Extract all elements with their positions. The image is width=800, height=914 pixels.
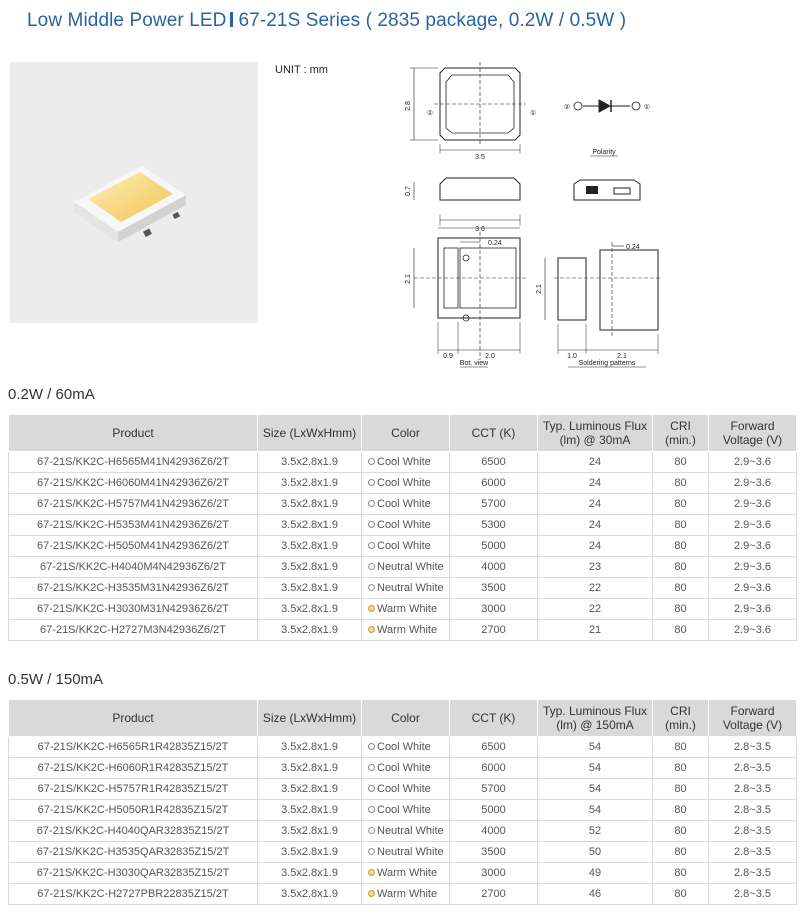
col-product: Product	[9, 415, 258, 452]
color-swatch-icon	[368, 542, 375, 549]
cell-color	[362, 737, 450, 758]
cell-cri: 80	[653, 779, 709, 800]
cell-product: 67-21S/KK2C-H5353M41N42936Z6/2T	[9, 515, 258, 536]
cell-flux: 49	[538, 863, 653, 884]
color-label: Cool White	[377, 498, 431, 510]
cell-flux: 54	[538, 800, 653, 821]
cell-cri: 80	[653, 473, 709, 494]
color-label: Cool White	[377, 783, 431, 795]
cell-cri: 80	[653, 821, 709, 842]
table-row	[9, 494, 797, 515]
cell-vf: 2.8~3.5	[709, 821, 797, 842]
cell-flux: 24	[538, 494, 653, 515]
cell-size: 3.5x2.8x1.9	[258, 536, 362, 557]
color-label: Cool White	[377, 762, 431, 774]
cell-color	[362, 620, 450, 641]
cell-size: 3.5x2.8x1.9	[258, 557, 362, 578]
cell-cct: 5000	[450, 536, 538, 557]
cell-cct: 6000	[450, 473, 538, 494]
cell-color	[362, 599, 450, 620]
cell-size: 3.5x2.8x1.9	[258, 473, 362, 494]
cell-product: 67-21S/KK2C-H3535QAR32835Z15/2T	[9, 842, 258, 863]
col-flux: Typ. Luminous Flux (lm) @ 30mA	[538, 415, 653, 452]
cell-color	[362, 779, 450, 800]
cell-cct: 3000	[450, 863, 538, 884]
pin2-top-label: ②	[426, 110, 434, 117]
color-swatch-icon	[368, 785, 375, 792]
cell-vf: 2.9~3.6	[709, 599, 797, 620]
color-label: Warm White	[377, 867, 438, 879]
cell-product: 67-21S/KK2C-H2727M3N42936Z6/2T	[9, 620, 258, 641]
cell-vf: 2.8~3.5	[709, 737, 797, 758]
color-swatch-icon	[368, 827, 375, 834]
cell-product: 67-21S/KK2C-H2727PBR22835Z15/2T	[9, 884, 258, 905]
table-row	[9, 863, 797, 884]
cell-product: 67-21S/KK2C-H6565M41N42936Z6/2T	[9, 452, 258, 473]
solder-pad-small	[558, 258, 586, 320]
color-label: Cool White	[377, 519, 431, 531]
cell-size: 3.5x2.8x1.9	[258, 821, 362, 842]
section-heading-0-2w: 0.2W / 60mA	[8, 386, 95, 403]
pin2-label: ②	[563, 104, 571, 111]
cell-cct: 4000	[450, 557, 538, 578]
cell-vf: 2.9~3.6	[709, 578, 797, 599]
color-label: Neutral White	[377, 846, 444, 858]
table-row	[9, 737, 797, 758]
cell-size: 3.5x2.8x1.9	[258, 452, 362, 473]
color-swatch-icon	[368, 806, 375, 813]
color-swatch-icon	[368, 743, 375, 750]
dim-2-1-bottom: 2.1	[405, 274, 412, 284]
cell-cct: 2700	[450, 620, 538, 641]
table-row	[9, 842, 797, 863]
cell-cct: 4000	[450, 821, 538, 842]
spec-table-0-2w	[8, 414, 797, 641]
cell-vf: 2.9~3.6	[709, 557, 797, 578]
cell-cct: 3000	[450, 599, 538, 620]
cell-flux: 24	[538, 536, 653, 557]
cell-flux: 24	[538, 515, 653, 536]
cell-cri: 80	[653, 452, 709, 473]
cell-cct: 6000	[450, 758, 538, 779]
color-swatch-icon	[368, 563, 375, 570]
table-row	[9, 884, 797, 905]
cell-product: 67-21S/KK2C-H5050M41N42936Z6/2T	[9, 536, 258, 557]
table-row	[9, 821, 797, 842]
cell-vf: 2.8~3.5	[709, 884, 797, 905]
cell-color	[362, 515, 450, 536]
cell-vf: 2.9~3.6	[709, 494, 797, 515]
dim-0-7: 0.7	[405, 186, 412, 196]
color-label: Cool White	[377, 540, 431, 552]
bottom-view-label: Bot. view	[459, 360, 489, 367]
cell-color	[362, 884, 450, 905]
table-row	[9, 800, 797, 821]
cell-cct: 6500	[450, 452, 538, 473]
cell-size: 3.5x2.8x1.9	[258, 800, 362, 821]
cell-product: 67-21S/KK2C-H4040QAR32835Z15/2T	[9, 821, 258, 842]
table-row	[9, 452, 797, 473]
cell-product: 67-21S/KK2C-H5757M41N42936Z6/2T	[9, 494, 258, 515]
cell-color	[362, 536, 450, 557]
dim-2-1-solder: 2.1	[617, 353, 627, 360]
dim-0-9: 0.9	[443, 353, 453, 360]
cell-color	[362, 842, 450, 863]
cell-size: 3.5x2.8x1.9	[258, 599, 362, 620]
cell-color	[362, 863, 450, 884]
dim-3-5: 3.5	[475, 154, 485, 161]
cell-vf: 2.9~3.6	[709, 452, 797, 473]
dimension-drawing	[400, 60, 690, 380]
cell-cri: 80	[653, 578, 709, 599]
cell-cct: 2700	[450, 884, 538, 905]
cell-cri: 80	[653, 842, 709, 863]
cell-size: 3.5x2.8x1.9	[258, 494, 362, 515]
color-label: Neutral White	[377, 561, 444, 573]
cell-cri: 80	[653, 599, 709, 620]
cell-color	[362, 557, 450, 578]
unit-label: UNIT : mm	[275, 64, 328, 76]
cell-flux: 54	[538, 758, 653, 779]
table-row	[9, 779, 797, 800]
solder-pad-large	[600, 250, 658, 330]
cell-flux: 54	[538, 737, 653, 758]
cell-cct: 6500	[450, 737, 538, 758]
cell-cri: 80	[653, 557, 709, 578]
color-label: Warm White	[377, 624, 438, 636]
cell-flux: 22	[538, 578, 653, 599]
cell-cri: 80	[653, 494, 709, 515]
table-row	[9, 473, 797, 494]
color-swatch-icon	[368, 458, 375, 465]
cell-flux: 23	[538, 557, 653, 578]
cell-cri: 80	[653, 620, 709, 641]
cell-cct: 5700	[450, 779, 538, 800]
table-row	[9, 557, 797, 578]
cell-cct: 3500	[450, 842, 538, 863]
cell-product: 67-21S/KK2C-H3535M31N42936Z6/2T	[9, 578, 258, 599]
color-label: Cool White	[377, 477, 431, 489]
color-swatch-icon	[368, 869, 375, 876]
cell-size: 3.5x2.8x1.9	[258, 620, 362, 641]
cell-vf: 2.8~3.5	[709, 758, 797, 779]
cell-cct: 5300	[450, 515, 538, 536]
color-swatch-icon	[368, 500, 375, 507]
cell-product: 67-21S/KK2C-H3030M31N42936Z6/2T	[9, 599, 258, 620]
col-cri: CRI (min.)	[653, 415, 709, 452]
cell-flux: 50	[538, 842, 653, 863]
color-swatch-icon	[368, 521, 375, 528]
cell-color	[362, 578, 450, 599]
dim-0-24-bottom: 0.24	[488, 240, 502, 247]
cell-cct: 3500	[450, 578, 538, 599]
cell-size: 3.5x2.8x1.9	[258, 515, 362, 536]
title-series-name: Low Middle Power LED	[27, 10, 227, 31]
dim-3-6: 3.6	[475, 226, 485, 233]
cell-color	[362, 452, 450, 473]
col-vf: Forward Voltage (V)	[709, 415, 797, 452]
color-label: Neutral White	[377, 582, 444, 594]
cell-cct: 5000	[450, 800, 538, 821]
section-heading-0-5w: 0.5W / 150mA	[8, 671, 104, 688]
color-label: Warm White	[377, 603, 438, 615]
cell-size: 3.5x2.8x1.9	[258, 884, 362, 905]
dim-2-0: 2.0	[485, 353, 495, 360]
color-swatch-icon	[368, 848, 375, 855]
color-swatch-icon	[368, 890, 375, 897]
cell-vf: 2.8~3.5	[709, 863, 797, 884]
col-size: Size (LxWxHmm)	[258, 415, 362, 452]
color-swatch-icon	[368, 584, 375, 591]
cell-flux: 21	[538, 620, 653, 641]
cell-product: 67-21S/KK2C-H5757R1R42835Z15/2T	[9, 779, 258, 800]
cell-cri: 80	[653, 737, 709, 758]
col-size: Size (LxWxHmm)	[258, 700, 362, 737]
cell-size: 3.5x2.8x1.9	[258, 758, 362, 779]
soldering-pattern-label: Soldering patterns	[578, 360, 636, 367]
cell-vf: 2.9~3.6	[709, 515, 797, 536]
cell-flux: 22	[538, 599, 653, 620]
cell-size: 3.5x2.8x1.9	[258, 737, 362, 758]
cell-size: 3.5x2.8x1.9	[258, 863, 362, 884]
dim-0-24-solder: 0.24	[626, 244, 640, 251]
cell-size: 3.5x2.8x1.9	[258, 578, 362, 599]
table-row	[9, 578, 797, 599]
cell-vf: 2.8~3.5	[709, 800, 797, 821]
cell-cri: 80	[653, 884, 709, 905]
led-package-image	[10, 62, 258, 323]
cell-product: 67-21S/KK2C-H5050R1R42835Z15/2T	[9, 800, 258, 821]
col-cct: CCT (K)	[450, 700, 538, 737]
col-product: Product	[9, 700, 258, 737]
color-label: Cool White	[377, 804, 431, 816]
cell-flux: 24	[538, 473, 653, 494]
product-photo	[10, 62, 258, 323]
page-title	[27, 10, 626, 32]
title-model: 67-21S Series ( 2835 package, 0.2W / 0.5W )	[238, 10, 627, 31]
cell-cri: 80	[653, 536, 709, 557]
cell-product: 67-21S/KK2C-H4040M4N42936Z6/2T	[9, 557, 258, 578]
cell-flux: 54	[538, 779, 653, 800]
cell-vf: 2.8~3.5	[709, 842, 797, 863]
cell-color	[362, 473, 450, 494]
cell-product: 67-21S/KK2C-H6565R1R42835Z15/2T	[9, 737, 258, 758]
col-vf: Forward Voltage (V)	[709, 700, 797, 737]
cell-flux: 46	[538, 884, 653, 905]
cell-cri: 80	[653, 758, 709, 779]
color-swatch-icon	[368, 479, 375, 486]
cell-cct: 5700	[450, 494, 538, 515]
cell-color	[362, 821, 450, 842]
dim-2-1-mid: 2.1	[536, 284, 543, 294]
table-row	[9, 599, 797, 620]
color-label: Neutral White	[377, 825, 444, 837]
cell-vf: 2.8~3.5	[709, 779, 797, 800]
polarity-label: Polarity	[592, 149, 616, 156]
cell-color	[362, 494, 450, 515]
color-label: Cool White	[377, 456, 431, 468]
col-flux: Typ. Luminous Flux (lm) @ 150mA	[538, 700, 653, 737]
pin1-label: ①	[643, 104, 651, 111]
dim-2-8: 2.8	[405, 101, 412, 111]
cell-vf: 2.9~3.6	[709, 536, 797, 557]
table-row	[9, 758, 797, 779]
col-cri: CRI (min.)	[653, 700, 709, 737]
cell-size: 3.5x2.8x1.9	[258, 779, 362, 800]
spec-table-0-5w	[8, 699, 797, 905]
cell-size: 3.5x2.8x1.9	[258, 842, 362, 863]
col-color: Color	[362, 415, 450, 452]
table-row	[9, 515, 797, 536]
color-label: Cool White	[377, 741, 431, 753]
dim-1-0: 1.0	[567, 353, 577, 360]
cell-product: 67-21S/KK2C-H3030QAR32835Z15/2T	[9, 863, 258, 884]
cell-vf: 2.9~3.6	[709, 473, 797, 494]
cell-product: 67-21S/KK2C-H6060R1R42835Z15/2T	[9, 758, 258, 779]
cell-cri: 80	[653, 800, 709, 821]
col-color: Color	[362, 700, 450, 737]
title-divider	[230, 12, 233, 27]
cell-color	[362, 758, 450, 779]
cell-product: 67-21S/KK2C-H6060M41N42936Z6/2T	[9, 473, 258, 494]
table-row	[9, 620, 797, 641]
table-row	[9, 536, 797, 557]
cell-vf: 2.9~3.6	[709, 620, 797, 641]
cell-flux: 52	[538, 821, 653, 842]
cell-cri: 80	[653, 863, 709, 884]
cell-cri: 80	[653, 515, 709, 536]
color-label: Warm White	[377, 888, 438, 900]
cell-flux: 24	[538, 452, 653, 473]
color-swatch-icon	[368, 764, 375, 771]
side-view-outline	[440, 178, 520, 200]
color-swatch-icon	[368, 626, 375, 633]
cell-color	[362, 800, 450, 821]
pin1-top-label: ①	[529, 110, 537, 117]
color-swatch-icon	[368, 605, 375, 612]
col-cct: CCT (K)	[450, 415, 538, 452]
